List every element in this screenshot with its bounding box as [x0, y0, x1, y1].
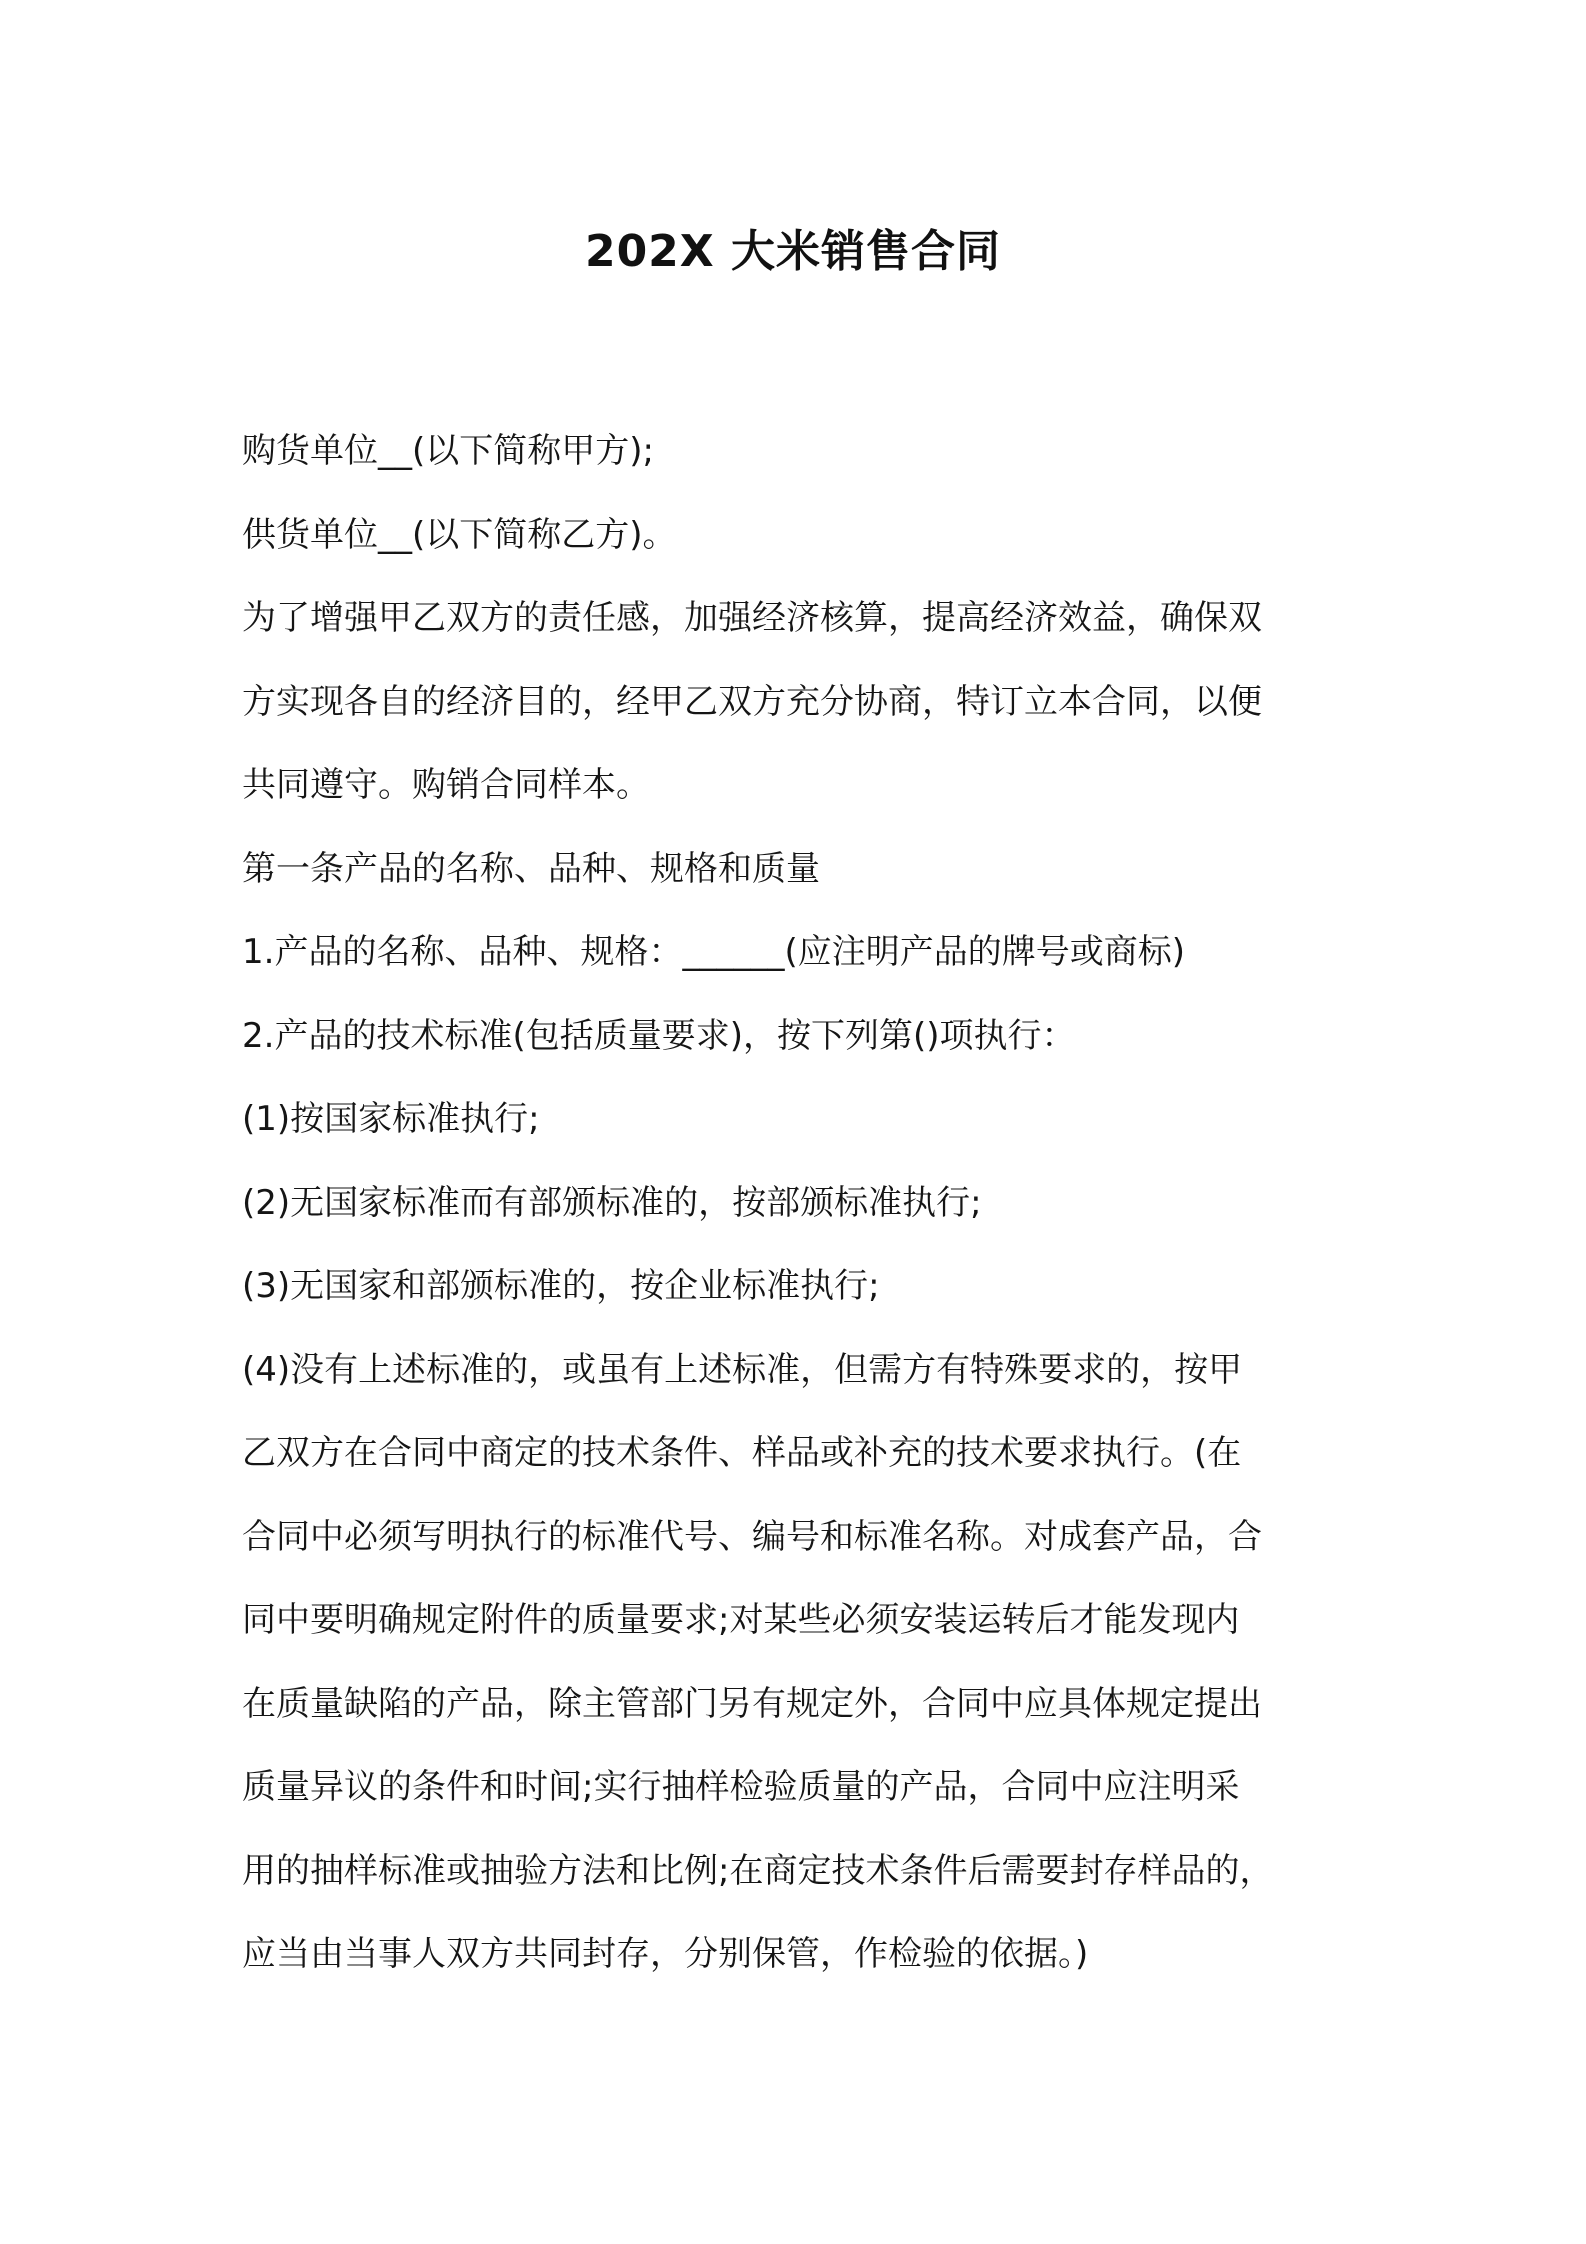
paragraph-line: 用的抽样标准或抽验方法和比例;在商定技术条件后需要封存样品的， [242, 1850, 1274, 1891]
document-body [242, 410, 1362, 1997]
supplier-line: 供货单位__(以下简称乙方)。 [242, 514, 677, 555]
paragraph-line: 方实现各自的经济目的，经甲乙双方充分协商，特订立本合同，以便 [242, 681, 1262, 722]
article-heading: 第一条产品的名称、品种、规格和质量 [242, 848, 820, 889]
paragraph-line: 乙双方在合同中商定的技术条件、样品或补充的技术要求执行。(在 [242, 1433, 1242, 1473]
paragraph-line: 共同遵守。购销合同样本。 [242, 765, 650, 805]
buyer-line: 购货单位__(以下简称甲方); [242, 431, 654, 471]
paragraph-line: 合同中必须写明执行的标准代号、编号和标准名称。对成套产品，合 [242, 1516, 1262, 1557]
clause-line: 1.产品的名称、品种、规格：______(应注明产品的牌号或商标) [242, 932, 1185, 972]
paragraph-line: 同中要明确规定附件的质量要求;对某些必须安装运转后才能发现内 [242, 1600, 1240, 1640]
sub-clause-line: (3)无国家和部颁标准的，按企业标准执行; [242, 1266, 880, 1306]
sub-clause-line: (4)没有上述标准的，或虽有上述标准，但需方有特殊要求的，按甲 [242, 1349, 1243, 1390]
clause-line: 2.产品的技术标准(包括质量要求)，按下列第()项执行： [242, 1015, 1076, 1056]
sub-clause-line: (2)无国家标准而有部颁标准的，按部颁标准执行; [242, 1182, 982, 1223]
document-title: 202X 大米销售合同 [584, 226, 1002, 277]
sub-clause-line: (1)按国家标准执行; [242, 1099, 540, 1139]
paragraph-line: 质量异议的条件和时间;实行抽样检验质量的产品，合同中应注明采 [242, 1767, 1240, 1807]
paragraph-line: 在质量缺陷的产品，除主管部门另有规定外，合同中应具体规定提出 [242, 1683, 1262, 1724]
paragraph-line: 为了增强甲乙双方的责任感，加强经济核算，提高经济效益，确保双 [242, 598, 1262, 638]
paragraph-line: 应当由当事人双方共同封存，分别保管，作检验的依据。) [242, 1934, 1089, 1974]
